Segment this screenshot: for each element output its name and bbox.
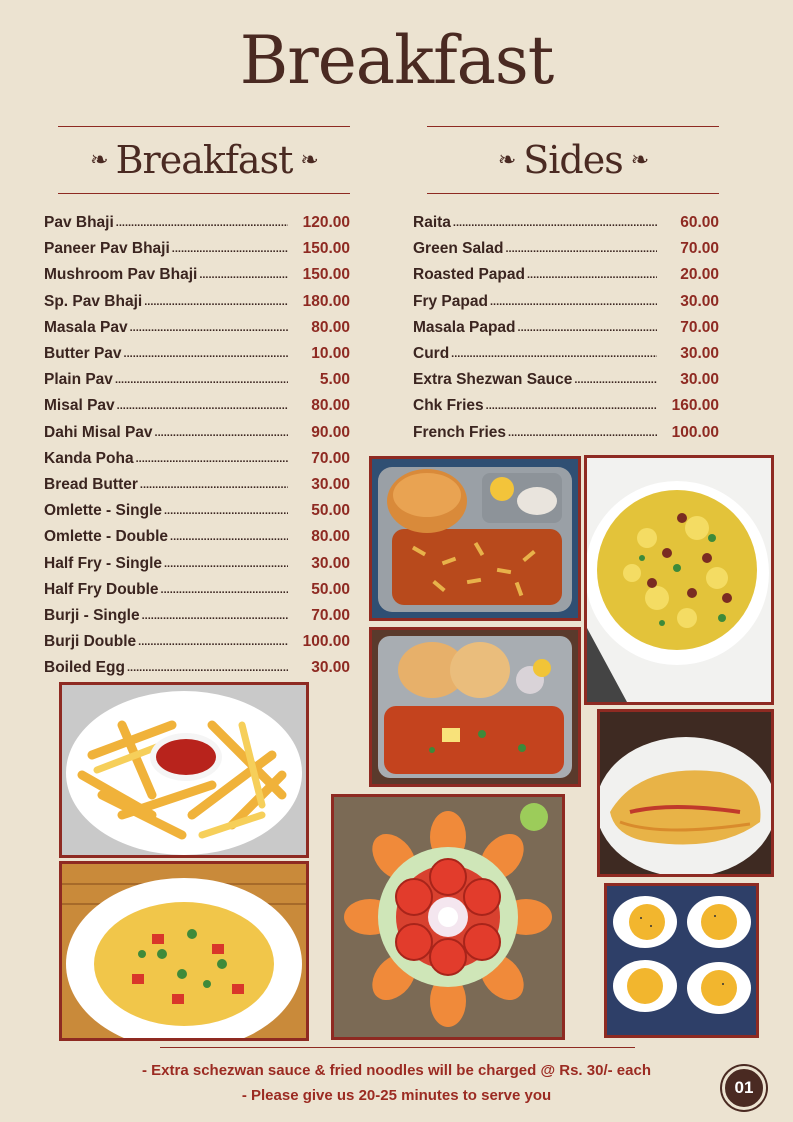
green-salad-photo bbox=[331, 794, 565, 1040]
menu-item bbox=[44, 629, 350, 655]
item-price: 30.00 bbox=[680, 345, 719, 363]
item-price: 80.00 bbox=[311, 528, 350, 546]
item-name: Pav Bhaji bbox=[44, 214, 114, 232]
item-name: Plain Pav bbox=[44, 371, 113, 389]
item-price: 30.00 bbox=[680, 371, 719, 389]
item-price: 180.00 bbox=[302, 292, 350, 310]
menu-item bbox=[44, 603, 350, 629]
menu-item bbox=[413, 236, 719, 262]
leaf-ornament-icon: ❧ bbox=[300, 147, 318, 173]
item-price: 50.00 bbox=[311, 502, 350, 520]
section-header-breakfast bbox=[58, 126, 350, 194]
menu-item bbox=[44, 315, 350, 341]
item-price: 30.00 bbox=[680, 292, 719, 310]
item-name: Burji - Single bbox=[44, 606, 140, 624]
item-price: 80.00 bbox=[311, 397, 350, 415]
divider bbox=[427, 193, 719, 194]
divider bbox=[58, 193, 350, 194]
menu-item bbox=[413, 262, 719, 288]
item-name: Chk Fries bbox=[413, 397, 484, 415]
item-price: 100.00 bbox=[671, 423, 719, 441]
item-name: Burji Double bbox=[44, 633, 137, 651]
item-price: 30.00 bbox=[311, 475, 350, 493]
pav-bhaji-photo bbox=[369, 627, 581, 787]
item-price: 70.00 bbox=[311, 606, 350, 624]
item-price: 20.00 bbox=[680, 266, 719, 284]
item-name: Green Salad bbox=[413, 240, 504, 258]
breakfast-menu-list bbox=[44, 210, 350, 681]
menu-item bbox=[413, 210, 719, 236]
item-name: Sp. Pav Bhaji bbox=[44, 292, 143, 310]
footer-note: - Please give us 20-25 minutes to serve you bbox=[241, 1087, 552, 1104]
menu-item bbox=[44, 472, 350, 498]
item-name: Paneer Pav Bhaji bbox=[44, 240, 170, 258]
menu-item bbox=[44, 524, 350, 550]
item-price: 90.00 bbox=[311, 423, 350, 441]
item-price: 100.00 bbox=[302, 633, 350, 651]
item-price: 70.00 bbox=[680, 318, 719, 336]
item-name: Curd bbox=[413, 345, 450, 363]
boiled-egg-photo bbox=[604, 883, 759, 1038]
leaf-ornament-icon: ❧ bbox=[90, 147, 108, 173]
menu-item bbox=[44, 577, 350, 603]
menu-item bbox=[44, 550, 350, 576]
item-name: Bread Butter bbox=[44, 475, 138, 493]
kanda-poha-photo bbox=[584, 455, 774, 705]
menu-item bbox=[44, 210, 350, 236]
menu-item bbox=[413, 341, 719, 367]
leaf-ornament-icon: ❧ bbox=[630, 147, 649, 173]
menu-item bbox=[44, 446, 350, 472]
sides-menu-list bbox=[413, 210, 719, 446]
item-price: 70.00 bbox=[311, 449, 350, 467]
menu-item bbox=[413, 367, 719, 393]
page-title: Breakfast bbox=[239, 22, 554, 99]
menu-item bbox=[44, 420, 350, 446]
item-price: 30.00 bbox=[311, 554, 350, 572]
item-name: Mushroom Pav Bhaji bbox=[44, 266, 198, 284]
item-name: Boiled Egg bbox=[44, 659, 125, 677]
menu-item bbox=[44, 262, 350, 288]
section-heading: Breakfast bbox=[115, 138, 293, 182]
menu-item bbox=[44, 289, 350, 315]
misal-pav-photo bbox=[369, 456, 581, 621]
item-name: Masala Pav bbox=[44, 318, 128, 336]
item-price: 10.00 bbox=[311, 345, 350, 363]
item-name: Omlette - Double bbox=[44, 528, 169, 546]
item-price: 160.00 bbox=[671, 397, 719, 415]
item-name: Butter Pav bbox=[44, 345, 122, 363]
item-name: French Fries bbox=[413, 423, 507, 441]
item-name: Dahi Misal Pav bbox=[44, 423, 153, 441]
menu-item bbox=[44, 393, 350, 419]
section-heading: Sides bbox=[523, 138, 623, 182]
item-name: Misal Pav bbox=[44, 397, 115, 415]
menu-item bbox=[44, 341, 350, 367]
item-name: Fry Papad bbox=[413, 292, 488, 310]
menu-item bbox=[44, 655, 350, 681]
item-name: Masala Papad bbox=[413, 318, 516, 336]
item-price: 150.00 bbox=[302, 240, 350, 258]
item-name: Kanda Poha bbox=[44, 449, 134, 467]
item-price: 5.00 bbox=[319, 371, 350, 389]
item-name: Omlette - Single bbox=[44, 502, 162, 520]
omelette-photo bbox=[597, 709, 774, 877]
page-number-badge: 01 bbox=[722, 1066, 766, 1110]
menu-item bbox=[413, 420, 719, 446]
item-price: 120.00 bbox=[302, 214, 350, 232]
item-price: 60.00 bbox=[680, 214, 719, 232]
item-name: Extra Shezwan Sauce bbox=[413, 371, 573, 389]
item-price: 150.00 bbox=[302, 266, 350, 284]
menu-item bbox=[44, 367, 350, 393]
menu-item bbox=[413, 289, 719, 315]
item-price: 30.00 bbox=[311, 659, 350, 677]
footer-note: - Extra schezwan sauce & fried noodles will be charged @ Rs. 30/- each bbox=[142, 1062, 651, 1079]
french-fries-photo bbox=[59, 682, 309, 858]
item-name: Raita bbox=[413, 214, 451, 232]
menu-item bbox=[413, 315, 719, 341]
divider bbox=[160, 1047, 635, 1048]
item-name: Half Fry Double bbox=[44, 580, 159, 598]
item-price: 80.00 bbox=[311, 318, 350, 336]
section-header-sides bbox=[427, 126, 719, 194]
leaf-ornament-icon: ❧ bbox=[497, 147, 516, 173]
item-price: 70.00 bbox=[680, 240, 719, 258]
item-name: Half Fry - Single bbox=[44, 554, 162, 572]
menu-item bbox=[413, 393, 719, 419]
item-price: 50.00 bbox=[311, 580, 350, 598]
menu-item bbox=[44, 236, 350, 262]
item-name: Roasted Papad bbox=[413, 266, 525, 284]
menu-item bbox=[44, 498, 350, 524]
dahi-misal-photo bbox=[59, 861, 309, 1041]
